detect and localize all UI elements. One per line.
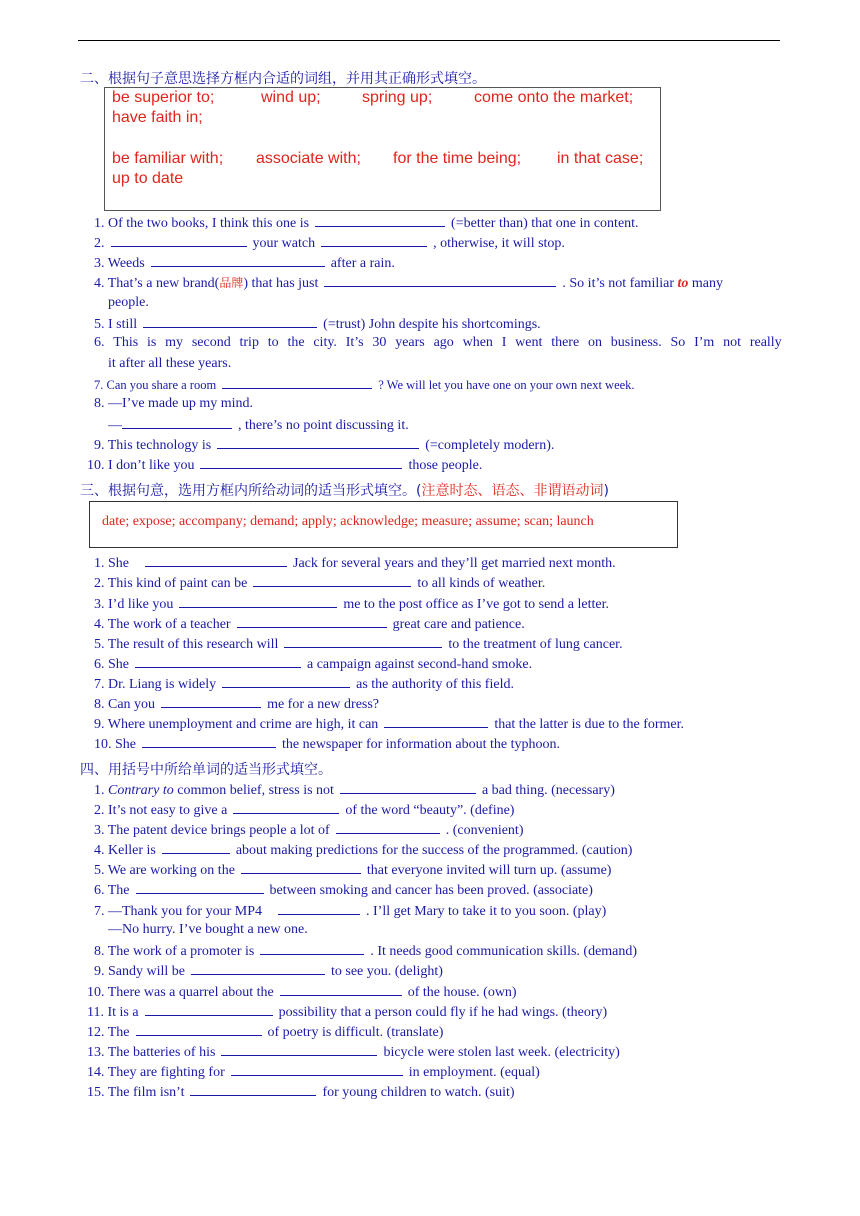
answer-blank[interactable] bbox=[321, 233, 427, 247]
answer-blank[interactable] bbox=[278, 901, 360, 915]
question-line: 5. The result of this research will to the treatment of lung cancer. bbox=[94, 634, 623, 654]
verb-box bbox=[89, 501, 678, 548]
question-line: 4. That’s a new brand(品牌) that has just . So it’s not familiar to many bbox=[94, 273, 723, 293]
phrase-item: come onto the market; bbox=[474, 89, 634, 106]
question-line: 9. Where unemployment and crime are high, it can that the latter is due to the former. bbox=[94, 714, 684, 734]
question-line: 5. We are working on the that everyone invited will turn up. (assume) bbox=[94, 860, 611, 880]
answer-blank[interactable] bbox=[145, 553, 287, 567]
answer-blank[interactable] bbox=[179, 594, 337, 608]
question-line: 3. The patent device brings people a lot of . (convenient) bbox=[94, 820, 523, 840]
answer-blank[interactable] bbox=[237, 614, 387, 628]
question-line: 3. I’d like you me to the post office as I’ve got to send a letter. bbox=[94, 594, 609, 614]
answer-blank[interactable] bbox=[280, 982, 402, 996]
answer-blank[interactable] bbox=[143, 314, 317, 328]
top-rule bbox=[78, 40, 780, 41]
phrase-item: have faith in; bbox=[112, 109, 203, 126]
question-line: — , there’s no point discussing it. bbox=[108, 415, 409, 435]
question-line: 6. She a campaign against second-hand smoke. bbox=[94, 654, 532, 674]
phrase-item: wind up; bbox=[261, 89, 321, 106]
answer-blank[interactable] bbox=[200, 455, 402, 469]
question-line: 7. Dr. Liang is widely as the authority of this field. bbox=[94, 674, 514, 694]
answer-blank[interactable] bbox=[336, 820, 440, 834]
question-line: 4. Keller is about making predictions for the success of the programmed. (caution) bbox=[94, 840, 632, 860]
verb-list: date; expose; accompany; demand; apply; acknowledge; measure; assume; scan; launch bbox=[102, 514, 594, 529]
question-line: 15. The film isn’t for young children to watch. (suit) bbox=[87, 1082, 515, 1102]
question-line: it after all these years. bbox=[108, 356, 232, 371]
phrase-item: spring up; bbox=[362, 89, 433, 106]
question-line: 12. The of poetry is difficult. (translate) bbox=[87, 1022, 443, 1042]
phrase-item: be familiar with; bbox=[112, 150, 224, 167]
question-line: 10. She the newspaper for information about the typhoon. bbox=[94, 734, 560, 754]
answer-blank[interactable] bbox=[324, 273, 556, 287]
question-line: 3. Weeds after a rain. bbox=[94, 253, 395, 273]
question-line: 4. The work of a teacher great care and patience. bbox=[94, 614, 525, 634]
answer-blank[interactable] bbox=[241, 860, 361, 874]
question-line: people. bbox=[108, 295, 149, 310]
answer-blank[interactable] bbox=[122, 415, 232, 429]
question-line: 1. Contrary to common belief, stress is not a bad thing. (necessary) bbox=[94, 780, 615, 800]
answer-blank[interactable] bbox=[284, 634, 442, 648]
question-line: 2. your watch , otherwise, it will stop. bbox=[94, 233, 565, 253]
phrase-item: in that case; bbox=[557, 150, 644, 167]
answer-blank[interactable] bbox=[151, 253, 325, 267]
question-line: 9. This technology is (=completely modern). bbox=[94, 435, 554, 455]
answer-blank[interactable] bbox=[231, 1062, 403, 1076]
answer-blank[interactable] bbox=[222, 674, 350, 688]
question-line: 2. This kind of paint can be to all kinds of weather. bbox=[94, 573, 545, 593]
answer-blank[interactable] bbox=[315, 213, 445, 227]
answer-blank[interactable] bbox=[142, 734, 276, 748]
phrase-item: up to date bbox=[112, 170, 184, 187]
answer-blank[interactable] bbox=[233, 800, 339, 814]
answer-blank[interactable] bbox=[190, 1082, 316, 1096]
question-line: 1. Of the two books, I think this one is (=better than) that one in content. bbox=[94, 213, 639, 233]
question-line: 8. Can you me for a new dress? bbox=[94, 694, 379, 714]
answer-blank[interactable] bbox=[260, 941, 364, 955]
answer-blank[interactable] bbox=[340, 780, 476, 794]
section-3-heading: 三、根据句意，选用方框内所给动词的适当形式填空。(注意时态、语态、非谓语动词) bbox=[80, 483, 609, 499]
answer-blank[interactable] bbox=[217, 435, 419, 449]
phrase-item: for the time being; bbox=[393, 150, 522, 167]
question-line: 7. Can you share a room ? We will let you have one on your own next week. bbox=[94, 375, 635, 394]
question-line: 5. I still (=trust) John despite his shortcomings. bbox=[94, 314, 541, 334]
answer-blank[interactable] bbox=[221, 1042, 377, 1056]
phrase-item: associate with; bbox=[256, 150, 361, 167]
answer-blank[interactable] bbox=[222, 375, 372, 389]
section-2-heading: 二、根据句子意思选择方框内合适的词组，并用其正确形式填空。 bbox=[80, 71, 486, 87]
question-line: 10. There was a quarrel about the of the house. (own) bbox=[87, 982, 517, 1002]
answer-blank[interactable] bbox=[145, 1002, 273, 1016]
answer-blank[interactable] bbox=[191, 961, 325, 975]
question-line: 6. The between smoking and cancer has been proved. (associate) bbox=[94, 880, 593, 900]
answer-blank[interactable] bbox=[136, 880, 264, 894]
phrase-box bbox=[104, 87, 661, 211]
question-line: 13. The batteries of his bicycle were stolen last week. (electricity) bbox=[87, 1042, 620, 1062]
question-line: 7. —Thank you for your MP4 . I’ll get Mary to take it to you soon. (play) bbox=[94, 901, 606, 921]
answer-blank[interactable] bbox=[136, 1022, 262, 1036]
answer-blank[interactable] bbox=[162, 840, 230, 854]
section-4-heading: 四、用括号中所给单词的适当形式填空。 bbox=[80, 762, 332, 778]
answer-blank[interactable] bbox=[111, 233, 247, 247]
question-line: 2. It’s not easy to give a of the word “beauty”. (define) bbox=[94, 800, 514, 820]
answer-blank[interactable] bbox=[161, 694, 261, 708]
question-line: 10. I don’t like you those people. bbox=[87, 455, 482, 475]
phrase-item: be superior to; bbox=[112, 89, 215, 106]
question-line: 8. The work of a promoter is . It needs good communication skills. (demand) bbox=[94, 941, 637, 961]
question-line: 8. —I’ve made up my mind. bbox=[94, 396, 254, 411]
answer-blank[interactable] bbox=[135, 654, 301, 668]
question-line: 11. It is a possibility that a person could fly if he had wings. (theory) bbox=[87, 1002, 607, 1022]
question-line: 6. This is my second trip to the city. It’s 30 years ago when I went there on business. So I’m not really bbox=[94, 335, 782, 350]
answer-blank[interactable] bbox=[384, 714, 488, 728]
question-line: 1. She Jack for several years and they’ll get married next month. bbox=[94, 553, 616, 573]
question-line: —No hurry. I’ve bought a new one. bbox=[108, 922, 308, 937]
answer-blank[interactable] bbox=[253, 573, 411, 587]
question-line: 9. Sandy will be to see you. (delight) bbox=[94, 961, 443, 981]
question-line: 14. They are fighting for in employment. (equal) bbox=[87, 1062, 540, 1082]
